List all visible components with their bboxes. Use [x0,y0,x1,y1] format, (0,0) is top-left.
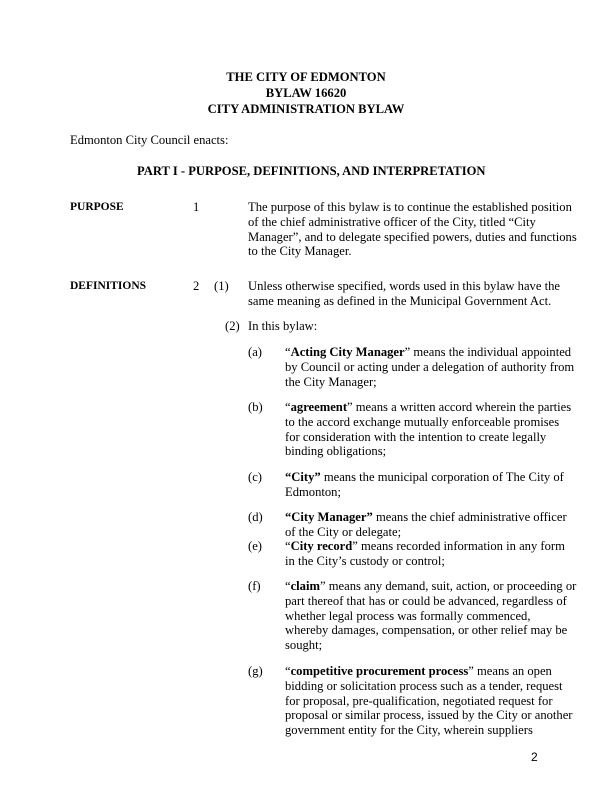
open-quote: “ [285,400,291,414]
close-quote: ” [352,539,358,553]
text-line: The purpose of this bylaw is to continue the established position [248,200,572,214]
definition-first-line [285,510,567,525]
definition-text: means an open [473,664,552,678]
definition-text: means any demand, suit, action, or proceeding or [325,579,577,593]
text-line: to the accord exchange mutually enforceable promises [285,414,560,429]
close-quote: ” [468,664,474,678]
definition-first-line [285,470,564,485]
definition-label: (d) [248,510,263,524]
text-line: same meaning as defined in the Municipal Government Act. [248,293,552,308]
defined-term: Acting City Manager [290,345,405,359]
open-quote: “ [285,539,291,553]
definition-first-line [285,579,576,594]
defined-term: City record [290,539,353,553]
section-heading-definitions: DEFINITIONS [70,280,147,292]
subsection-label-1: (1) [214,279,229,293]
enacting-clause: Edmonton City Council enacts: [70,133,229,147]
title-bylaw-number: BYLAW 16620 [265,86,347,100]
section-heading-purpose: PURPOSE [70,201,124,213]
subsection-2-text: In this bylaw: [248,319,318,333]
text-line: part thereof that has or could be advanced, regardless of [285,593,567,608]
text-line: for proposal, pre-qualification, negotiated request for [285,693,553,708]
definition-text: means recorded information in any form [357,539,565,553]
section-number-2: 2 [193,279,200,293]
text-line: government entity for the City, wherein suppliers [285,723,533,738]
defined-term: “City Manager” [285,510,373,524]
definition-label: (c) [248,470,262,484]
text-line: by Council or acting under a delegation of authority from [285,359,575,374]
text-line: the City Manager; [285,374,377,389]
definition-label: (g) [248,664,263,678]
definition-first-line [285,345,571,360]
definition-label: (b) [248,400,263,414]
close-quote: ” [404,345,411,359]
part-heading: PART I - PURPOSE, DEFINITIONS, AND INTERPRETATION [137,164,486,178]
text-line: Manager”, and to delegate specified powers, duties and functions [248,229,577,244]
text-line: of the chief administrative officer of the City, titled “City [248,214,536,229]
text-line: for consideration with the intention to create legally [285,429,547,444]
definition-text: means the chief administrative officer [372,510,567,524]
text-line: to the City Manager. [248,244,352,259]
definition-text: means a written accord wherein the parties [352,400,572,414]
definition-first-line [285,664,552,679]
text-line: of the City or delegate; [285,524,402,539]
definition-label: (e) [248,539,262,553]
subsection-label-2: (2) [225,319,240,333]
title-bylaw-name: CITY ADMINISTRATION BYLAW [207,102,405,116]
defined-term: “City” [285,470,321,484]
definition-label: (a) [248,345,262,359]
text-line: binding obligations; [285,444,387,459]
close-quote: ” [347,400,353,414]
page-number: 2 [531,750,538,764]
definition-first-line [285,539,565,554]
text-line: bidding or solicitation process such as a tender, request [285,678,563,693]
open-quote: “ [285,664,291,678]
section-number-1: 1 [193,200,200,214]
text-line: whereby damages, compensation, or other relief may be [285,623,568,638]
definition-first-line [285,400,571,415]
defined-term: competitive procurement process [290,664,469,678]
open-quote: “ [285,345,291,359]
definition-label: (f) [248,579,261,593]
text-line: sought; [285,638,323,653]
close-quote: ” [319,579,326,593]
text-line: proposal or similar process, issued by the City or another [285,708,573,723]
title-city: THE CITY OF EDMONTON [226,70,386,84]
defined-term: claim [290,579,320,593]
text-line: Edmonton; [285,484,341,499]
definition-text: means the individual appointed [410,345,572,359]
defined-term: agreement [290,400,348,414]
open-quote: “ [285,579,291,593]
definition-text: means the municipal corporation of The City of [320,470,564,484]
text-line: in the City’s custody or control; [285,553,445,568]
text-line: whether legal process was formally commenced, [285,608,531,623]
text-line: Unless otherwise specified, words used in this bylaw have the [248,279,560,293]
